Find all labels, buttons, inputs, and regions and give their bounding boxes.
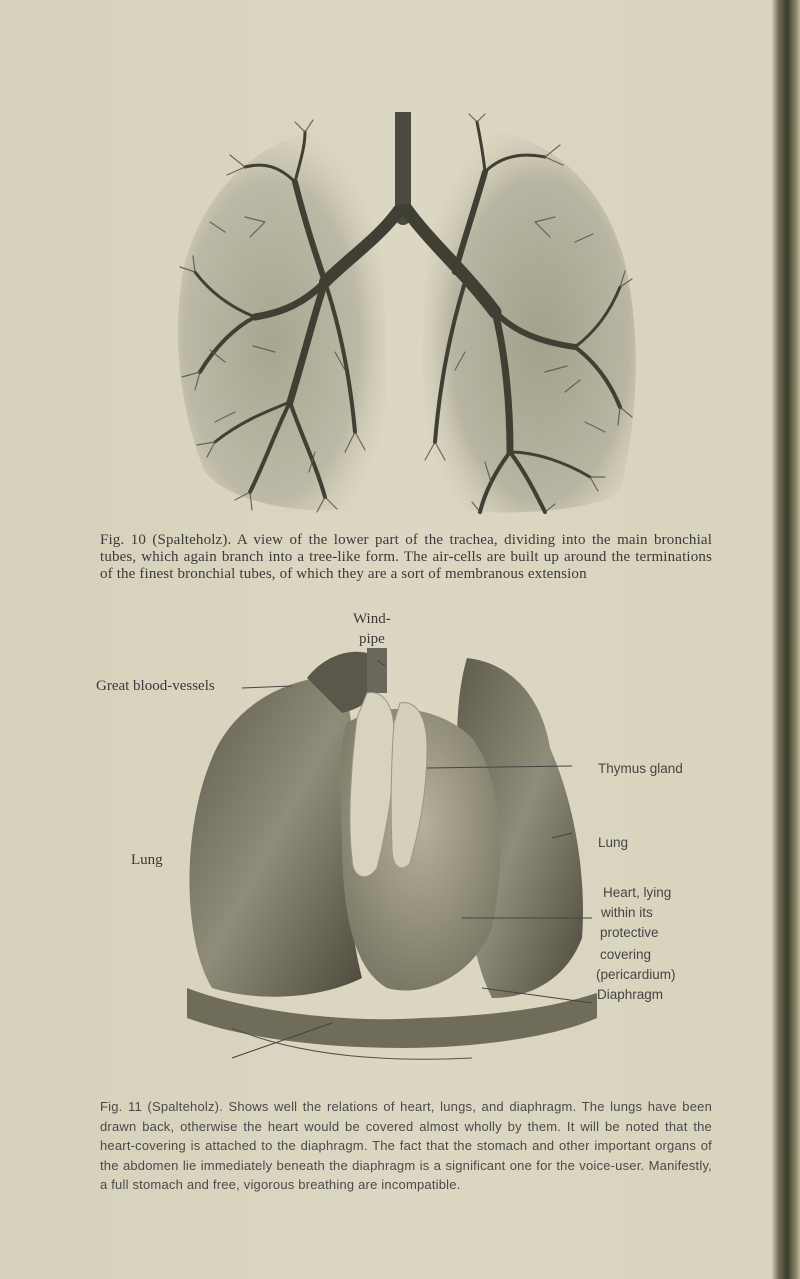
great-blood-vessels-label: Great blood-vessels bbox=[96, 678, 215, 694]
wind-pipe-label-line1: Wind- bbox=[353, 611, 391, 627]
lung-left-label: Lung bbox=[131, 852, 163, 868]
heart-label-line1: Heart, lying bbox=[603, 885, 672, 900]
heart-label-line2: within its bbox=[601, 905, 653, 920]
figure-10-caption-text: (Spalteholz). A view of the lower part of the trachea, dividing into the main bronchial tubes, which again branch into a tree-like form. The air-cells are built up around the terminations of the finest bronchial tubes, of which they are a sort of membranous extension bbox=[100, 532, 713, 582]
wind-pipe-label-line2: pipe bbox=[359, 631, 385, 647]
heart-label-line3: protective bbox=[600, 925, 659, 940]
figure-11-caption bbox=[100, 1097, 712, 1195]
figure-11-caption-text: (Spalteholz). Shows well the relations of heart, lungs, and diaphragm. The lungs have been drawn back, otherwise the heart would be covered almost wholly by them. It will be noted that the heart-covering is attached to the diaphragm. The fact that the stomach and other important organs of the abdomen lie immediately beneath the diaphragm is a significant one for the voice-user. Manifestly, a full stomach and free, vigorous breathing are incompatible. bbox=[100, 1099, 713, 1192]
diaphragm-label: Diaphragm bbox=[597, 987, 664, 1002]
figure-10-caption bbox=[100, 532, 712, 583]
figure-11-number: Fig. 11 bbox=[100, 1099, 142, 1114]
heart-lungs-diaphragm-illustration bbox=[172, 638, 612, 1078]
thymus-gland-label: Thymus gland bbox=[598, 761, 683, 776]
heart-label-line4: covering bbox=[600, 947, 652, 962]
lung-right-label: Lung bbox=[598, 835, 629, 850]
figure-10-number: Fig. 10 bbox=[100, 532, 147, 548]
bronchial-tree-illustration bbox=[165, 112, 643, 522]
heart-label-line5: (pericardium) bbox=[596, 967, 676, 982]
book-binding-edge bbox=[772, 0, 800, 1279]
